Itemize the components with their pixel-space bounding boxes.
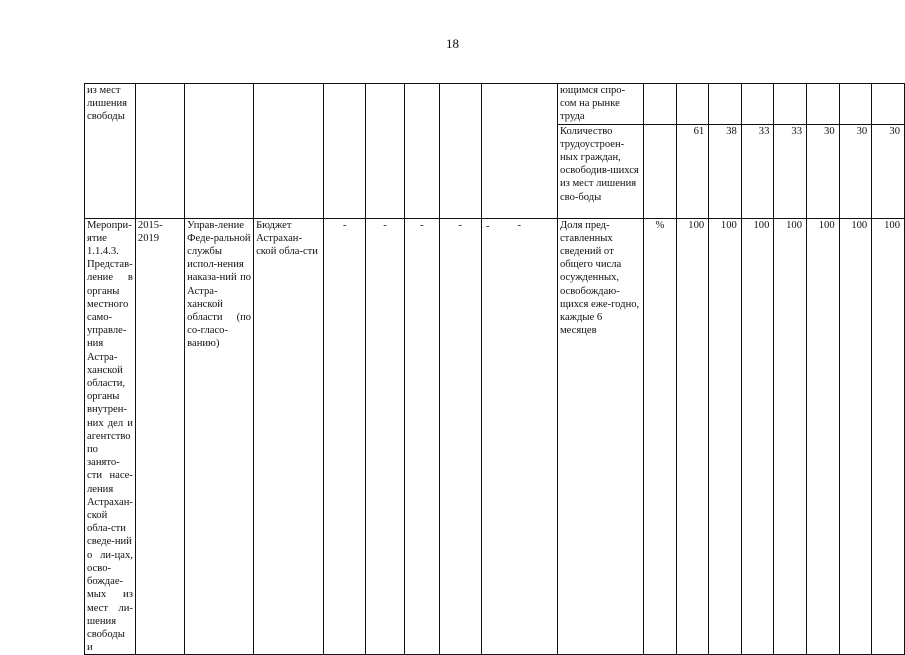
value-cell: 100 [872,218,905,655]
unit-cell: % [644,218,676,655]
source-cell [254,84,324,219]
period-cell [135,84,184,219]
page-number: 18 [446,36,459,51]
value-cell: 30 [839,124,872,218]
indicator-text: Количество трудоустроен-ных граждан, освободив-шихся из мест лишения сво-боды [559,125,639,203]
value-cell [709,84,742,125]
funding-cell: - [439,218,481,655]
funding-dash-extra: - [486,221,490,232]
funding-cell [366,84,405,219]
indicator-cell [557,218,643,655]
value-cell: 30 [872,124,905,218]
period-cell [135,218,184,655]
funding-cell [324,84,366,219]
value-cell: 100 [774,218,807,655]
value-cell: 100 [676,218,709,655]
value-cell [807,84,840,125]
value-cell: 30 [807,124,840,218]
value-cell: 100 [741,218,774,655]
funding-cell [481,84,557,219]
value-cell: 100 [839,218,872,655]
table-row [85,84,905,125]
source-text: Бюджет Астрахан-ской обла-сти [256,219,318,258]
value-cell: 33 [741,124,774,218]
value-cell: 33 [774,124,807,218]
table-row [85,218,905,655]
funding-cell [439,84,481,219]
value-cell: 100 [709,218,742,655]
value-cell [741,84,774,125]
executor-text: Управ-ление Феде-ральной службы испол-нения наказа-ний по Астра-ханской области (по со-гласо-ванию) [187,219,252,350]
value-cell [872,84,905,125]
unit-cell [644,124,676,218]
executor-cell [185,218,254,655]
value-cell: 61 [676,124,709,218]
activity-continuation-cell [85,84,136,219]
indicator-cell [557,124,643,218]
executor-cell [185,84,254,219]
value-cell: 100 [807,218,840,655]
indicator-text: Доля пред-ставленных сведений от общего числа осужденных, освобождаю-щихся еже-годно, каждые 6 месяцев [559,219,640,337]
value-cell [839,84,872,125]
period-text: 2015-2019 [137,219,163,244]
funding-cell: - [366,218,405,655]
activity-cell [85,218,136,655]
value-cell [676,84,709,125]
funding-cell: - [324,218,366,655]
funding-cell [404,84,439,219]
unit-cell [644,84,676,125]
value-cell [774,84,807,125]
value-cell: 38 [709,124,742,218]
funding-cell: - [404,218,439,655]
source-cell [254,218,324,655]
indicator-continuation-text: ющимся спро-сом на рынке труда [559,85,626,123]
indicator-continuation-cell [557,84,643,125]
activity-continuation-text: из мест лишения свободы [87,85,128,123]
activity-text: Меропри-ятие 1.1.4.3. Представ-ление в органы местного само-управле-ния Астра-ханской области, органы внутрен-них дел и агентство по занято-сти насе-ления Астрахан-ской обла-сти сведе-ний о ли-цах, осво-бождае-мых из мест ли-шения свободы и [87,219,133,654]
funding-cell: - [481,218,557,655]
program-table [84,83,905,655]
